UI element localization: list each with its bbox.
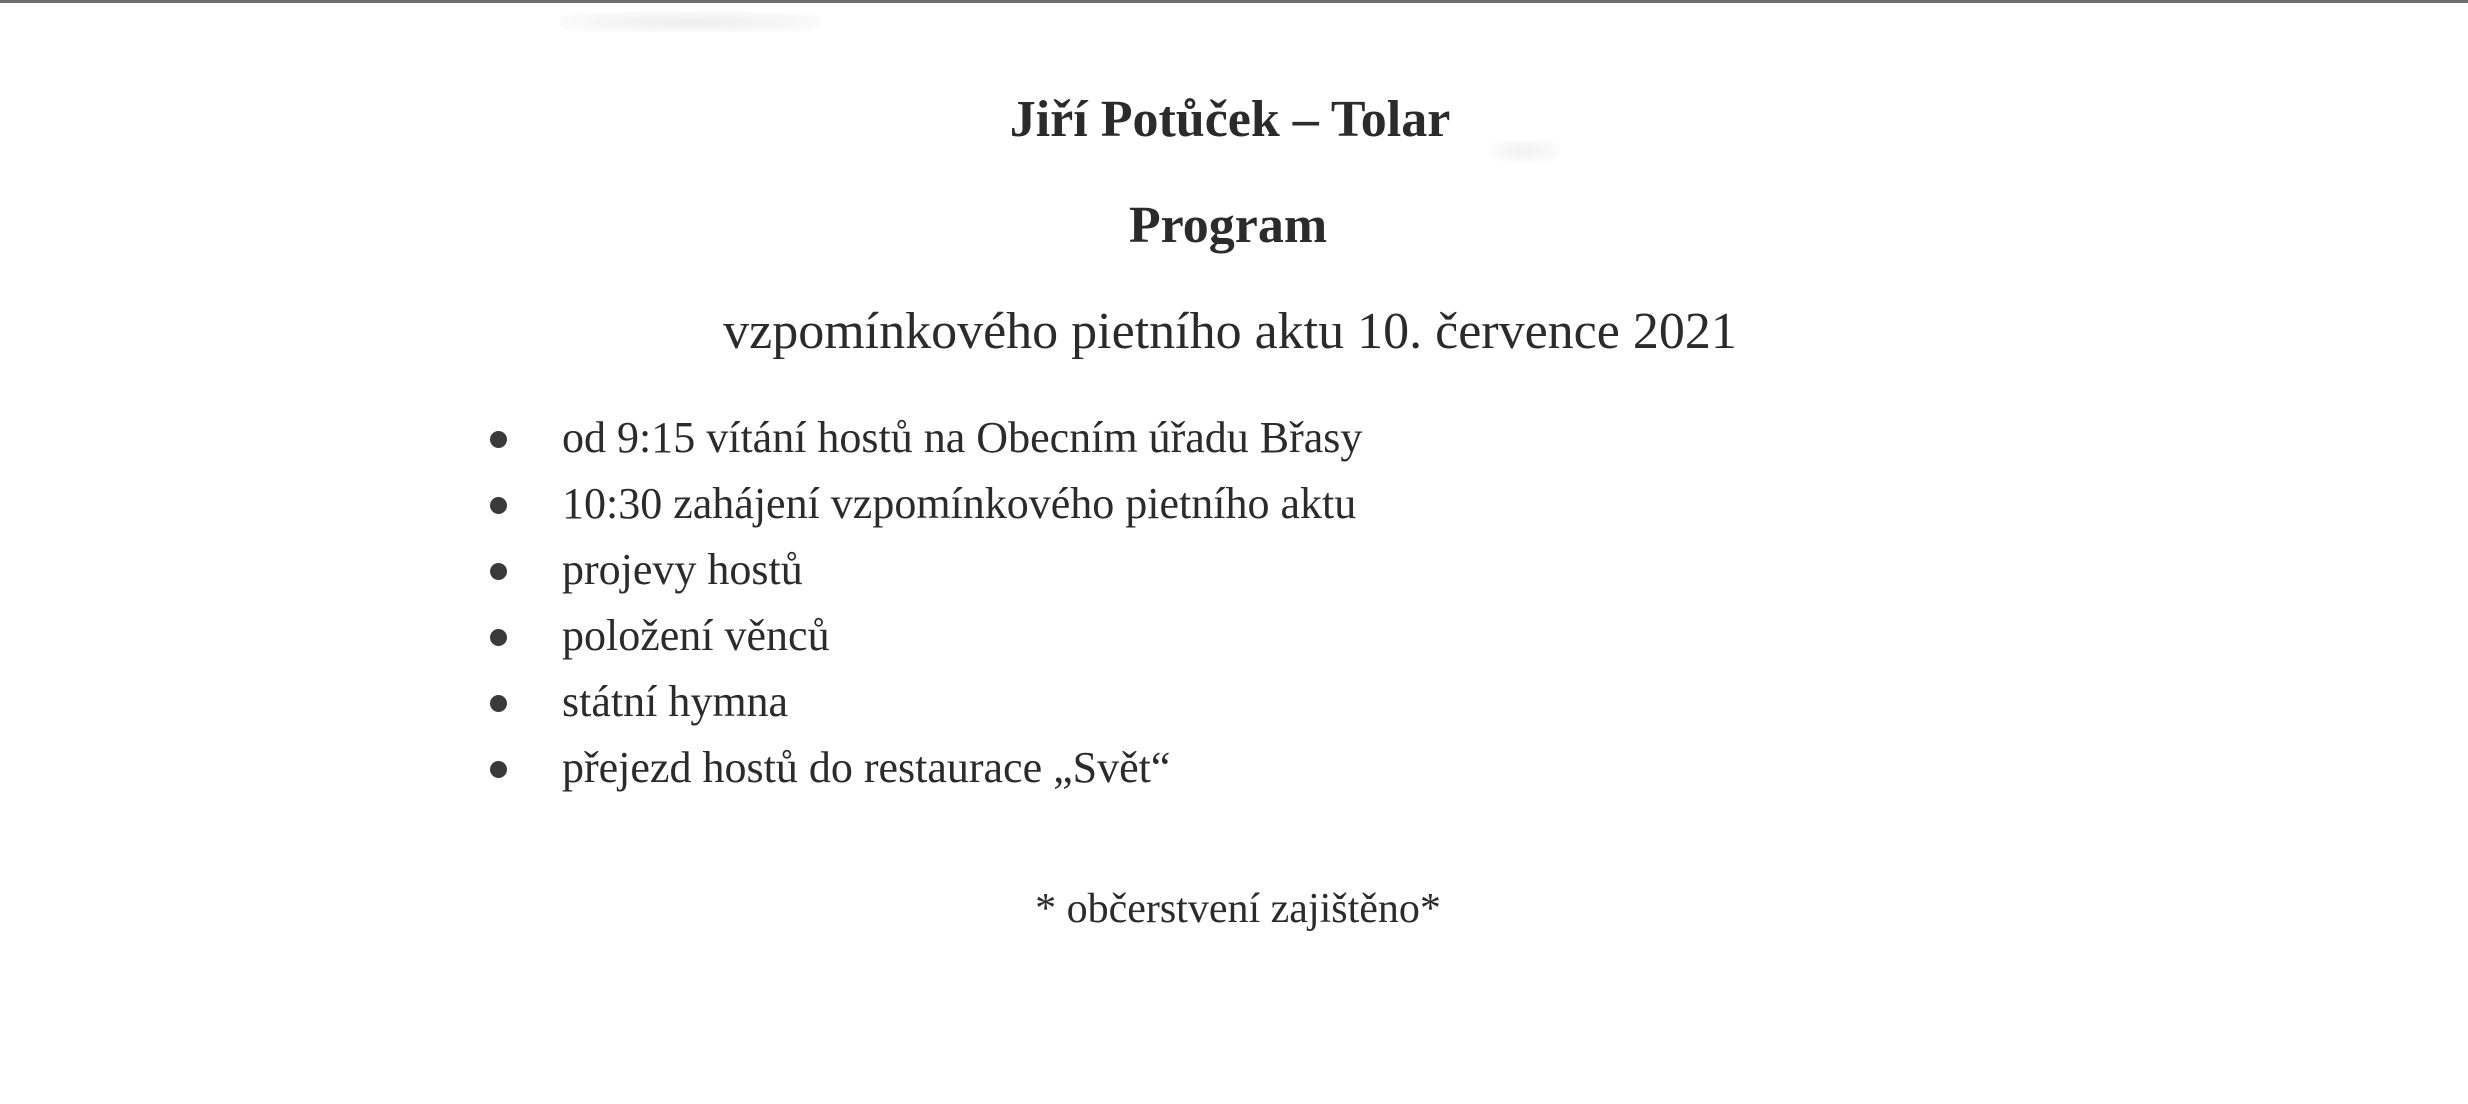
list-item-text: od 9:15 vítání hostů na Obecním úřadu Břasy — [562, 413, 1363, 462]
bullet-icon — [490, 629, 507, 646]
bullet-icon — [490, 431, 507, 448]
list-item-text: položení věnců — [562, 611, 830, 660]
bullet-icon — [490, 497, 507, 514]
bullet-icon — [490, 761, 507, 778]
author-name: Jiří Potůček – Tolar — [1009, 91, 1451, 148]
document-title: Program — [1128, 197, 1328, 254]
refreshment-note: * občerstvení zajištěno* — [1035, 886, 1441, 932]
document-subtitle: vzpomínkového pietního aktu 10. července 2021 — [723, 303, 1737, 360]
list-item-text: 10:30 zahájení vzpomínkového pietního aktu — [562, 479, 1357, 528]
list-item-text: projevy hostů — [562, 545, 803, 594]
top-border-line — [0, 0, 2468, 3]
bullet-icon — [490, 695, 507, 712]
list-item-text: přejezd hostů do restaurace „Svět“ — [562, 743, 1171, 792]
scan-smudge — [560, 12, 820, 32]
list-item-text: státní hymna — [562, 677, 789, 726]
bullet-icon — [490, 563, 507, 580]
